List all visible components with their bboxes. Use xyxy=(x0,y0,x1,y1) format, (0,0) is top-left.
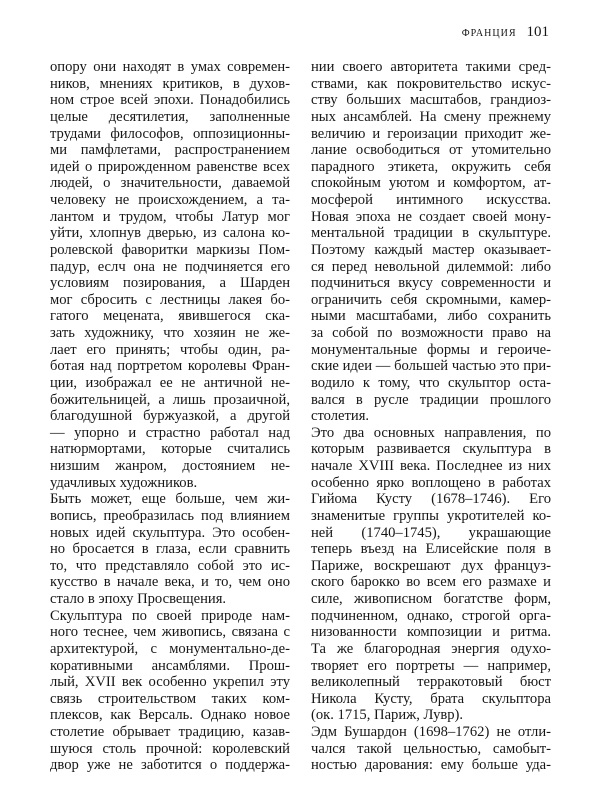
text-line: которым развивается скульптура в xyxy=(311,441,551,458)
text-line: условиям позирования, а Шарден xyxy=(50,275,290,292)
page-number: 101 xyxy=(526,24,549,40)
text-line: целые десятилетия, заполненные xyxy=(50,108,290,125)
text-line: лание освободиться от утомительно xyxy=(311,142,551,159)
text-line: монументальные формы и героиче- xyxy=(311,341,551,358)
text-line: Поэтому каждый мастер оказывает- xyxy=(311,241,551,258)
text-line: ботая над портретом королевы Фран- xyxy=(50,358,290,375)
text-line: вопись, преобразилась под влиянием xyxy=(50,507,290,524)
text-line: Быть может, еще больше, чем жи- xyxy=(50,491,290,508)
text-line: столетие обрывает традицию, казав- xyxy=(50,724,290,740)
text-line: Эдм Бушардон (1698–1762) не отли- xyxy=(311,724,551,740)
text-line: удачливых художников. xyxy=(50,474,198,491)
text-line: подчиненном, однако, строгой орга- xyxy=(311,607,551,624)
text-line: людей, о значительности, даваемой xyxy=(50,175,290,192)
text-line: Париже, воскрешают дух француз- xyxy=(311,557,551,574)
text-line: ся перед невольной дилеммой: либо xyxy=(311,258,551,275)
text-line: лантом и трудом, чтобы Латур мог xyxy=(50,208,290,225)
text-line: плексов, как Версаль. Однако новое xyxy=(50,707,290,724)
text-line: за собой по возможности право на xyxy=(311,325,551,341)
text-line: Та же благородная энергия одухо- xyxy=(311,640,551,657)
text-line: ными масштабами, либо сохранить xyxy=(311,308,551,325)
text-line: нии своего авторитета такими сред- xyxy=(311,59,551,75)
text-line: шуюся столь прочной: королевский xyxy=(50,740,290,757)
text-line: гатого мецената, явившегося ска- xyxy=(50,308,290,325)
text-line: силе, живописном богатстве форм, xyxy=(311,591,551,607)
text-line: натюрмортами, которые считались xyxy=(50,441,290,458)
text-line: Гийома Кусту (1678–1746). Его xyxy=(311,491,551,508)
text-line: Скульптура по своей природе нам- xyxy=(50,607,290,624)
text-line: божительницей, а лишь прозаичной, xyxy=(50,391,290,408)
text-line: архитектурой, с монументально-де- xyxy=(50,640,290,657)
text-line: вался в русле традиции прошлого xyxy=(311,391,551,408)
right-column xyxy=(311,59,551,774)
text-line: ных ансамблей. На смену прежнему xyxy=(311,108,551,125)
text-line: водило к тому, что скульптор оста- xyxy=(311,374,551,391)
text-line: спокойным уютом и комфортом, ат- xyxy=(311,175,551,192)
text-line: подчиниться вкусу современности и xyxy=(311,275,551,292)
text-line: лый, XVII век особенно укрепил эту xyxy=(50,674,290,691)
text-line: мосферой интимного искусства. xyxy=(311,192,551,208)
text-line: связь строительством таких ком- xyxy=(50,690,290,707)
text-line: — упорно и страстно работал над xyxy=(50,424,290,441)
text-line: особенно ярко воплощено в работах xyxy=(311,474,551,491)
text-line: ников, мнениях критиков, в духов- xyxy=(50,75,290,92)
text-line: столетия. xyxy=(311,408,370,425)
text-line: лает его принять; чтобы один, ра- xyxy=(50,341,290,358)
page-header xyxy=(462,24,549,41)
text-line: ского барокко во всем его размахе и xyxy=(311,574,551,591)
text-line: Никола Кусту, брата скульптора xyxy=(311,690,551,707)
text-line: ностью дарования: ему больше уда- xyxy=(311,757,551,774)
text-line: низованности композиции и ритма. xyxy=(311,624,551,641)
text-line: ции, изображал ее не античной не- xyxy=(50,374,290,391)
text-line: мог сбросить с лестницы лакея бо- xyxy=(50,291,290,308)
text-line: то, что представляло собой это ис- xyxy=(50,557,290,574)
text-line: новых идей скульптура. Это особен- xyxy=(50,524,290,541)
text-line: двор уже не заботится о поддержа- xyxy=(50,757,290,774)
running-title: ФРАНЦИЯ xyxy=(461,28,517,39)
text-line: ней (1740–1745), украшающие xyxy=(311,524,551,541)
text-line: (ок. 1715, Париж, Лувр). xyxy=(311,707,464,724)
text-line: трудами философов, оппозиционны- xyxy=(50,125,290,142)
text-line: ном строе всей эпохи. Понадобились xyxy=(50,92,290,109)
text-line: ментальной традиции в скульптуре. xyxy=(311,225,551,242)
text-line: ские идеи — большей частью это при- xyxy=(311,358,551,375)
text-line: ограничить себя скромными, камер- xyxy=(311,291,551,308)
text-line: начале XVIII века. Последнее из них xyxy=(311,458,551,474)
text-line: уйти, хлопнув дверью, из салона ко- xyxy=(50,225,290,242)
text-line: низшим жанром, достоянием не- xyxy=(50,458,290,474)
text-line: знаменитые группы укротителей ко- xyxy=(311,507,551,524)
text-line: чался такой цельностью, самобыт- xyxy=(311,740,551,757)
text-line: ствами, как покровительство искус- xyxy=(311,75,551,92)
text-line: коративными ансамблями. Прош- xyxy=(50,657,290,674)
text-line: падур, еслч она не подчиняется его xyxy=(50,258,290,275)
text-line: Новая эпоха не создает своей мону- xyxy=(311,208,551,225)
text-line: стало в эпоху Просвещения. xyxy=(50,591,227,607)
text-line: человеку не происхождением, а та- xyxy=(50,192,290,208)
text-line: ству больших масштабов, грандиоз- xyxy=(311,92,551,109)
text-line: ролевской фаворитки маркизы Пом- xyxy=(50,241,290,258)
text-line: теперь въезд на Елисейские поля в xyxy=(311,541,551,558)
text-line: кусство в начале века, и то, чем оно xyxy=(50,574,290,591)
text-line: опору они находят в умах современ- xyxy=(50,59,290,75)
text-line: величию и героизации приходит же- xyxy=(311,125,551,142)
text-line: ми памфлетами, распространением xyxy=(50,142,290,159)
text-line: но бросается в глаза, если сравнить xyxy=(50,541,290,558)
text-line: идей о прирожденном равенстве всех xyxy=(50,158,290,175)
text-line: парадного этикета, окружить себя xyxy=(311,158,551,175)
text-line: благодушной буржуазкой, а другой xyxy=(50,408,290,425)
text-line: Это два основных направления, по xyxy=(311,424,551,441)
text-line: зать художнику, что хозяин не же- xyxy=(50,325,290,341)
text-line: ного теснее, чем живопись, связана с xyxy=(50,624,290,641)
text-line: великолепный терракотовый бюст xyxy=(311,674,551,691)
left-column xyxy=(50,59,290,774)
text-line: творяет его портреты — например, xyxy=(311,657,551,674)
